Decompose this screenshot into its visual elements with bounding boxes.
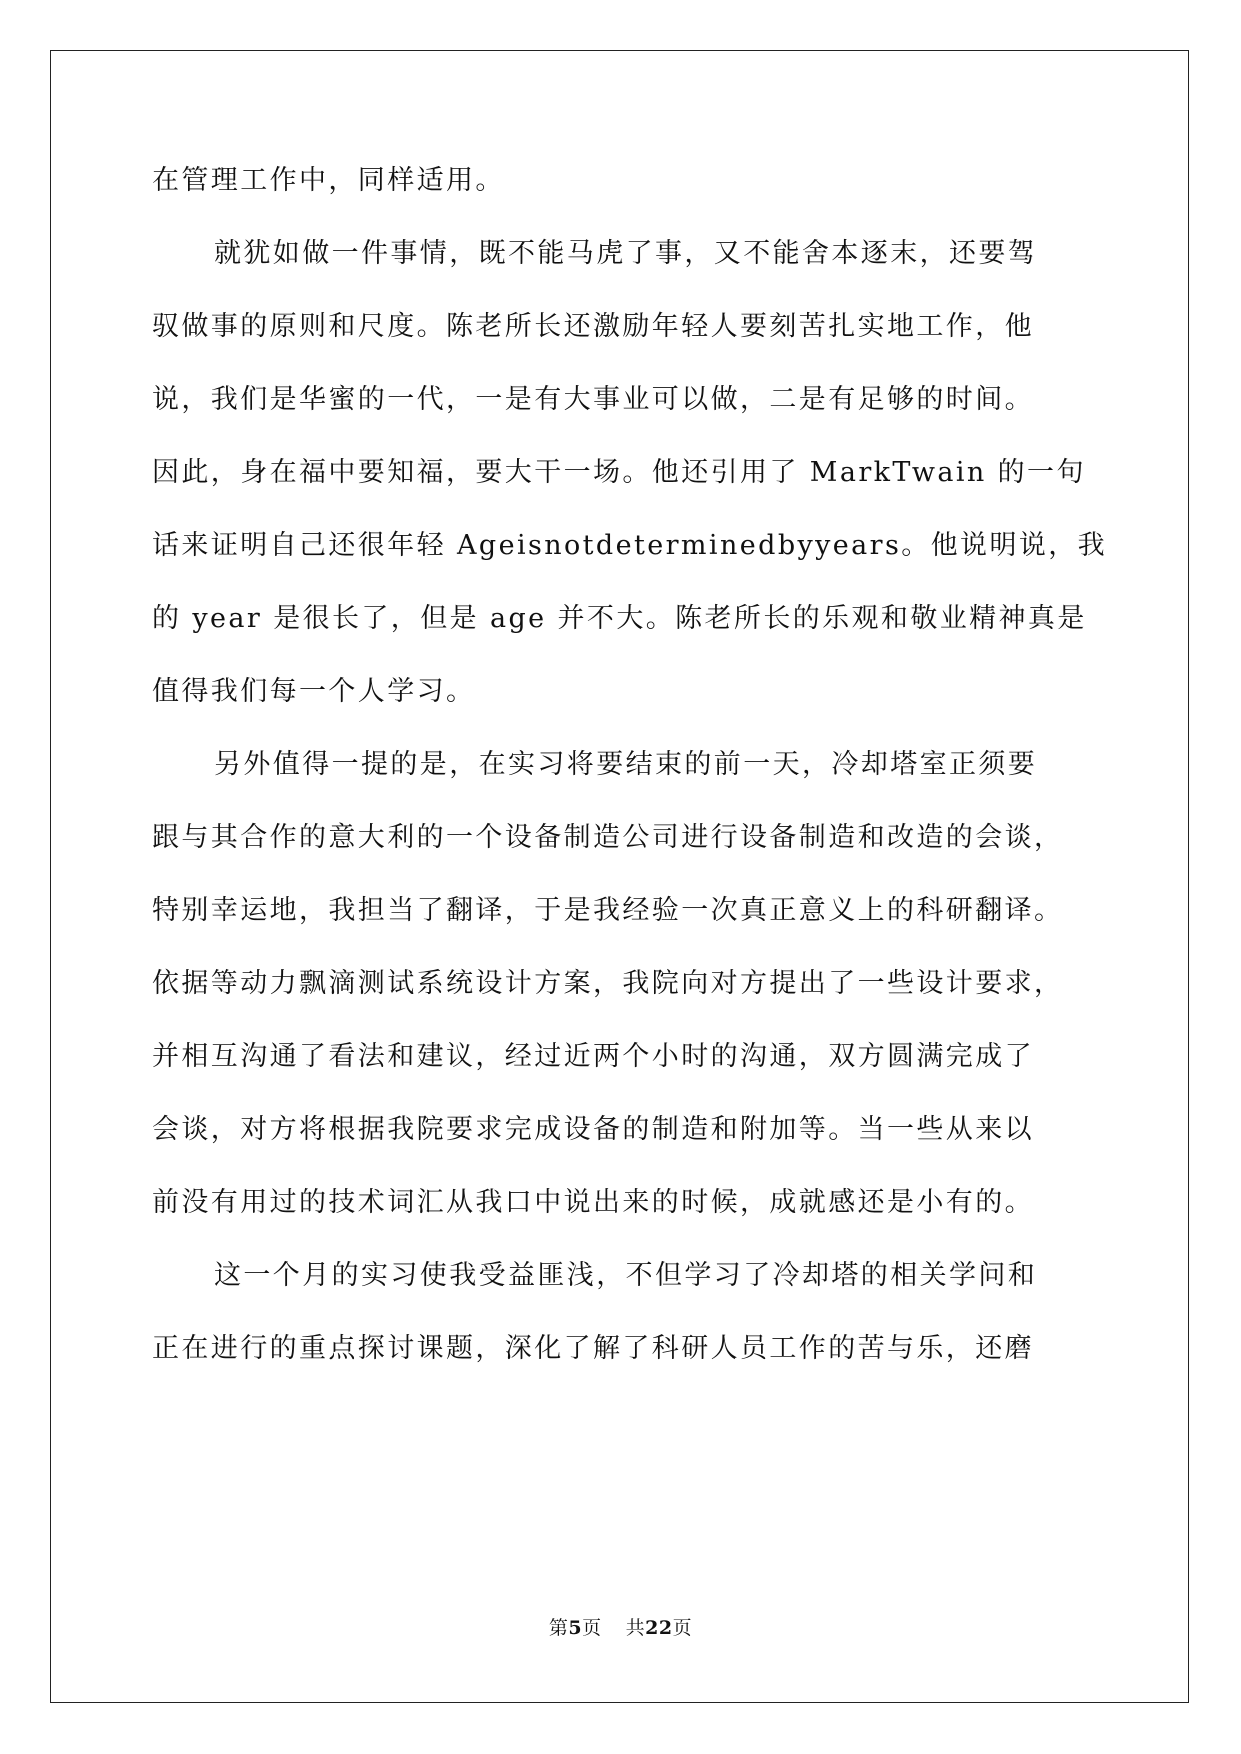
text-line-5: 因此，身在福中要知福，要大干一场。他还引用了 MarkTwain 的一句 bbox=[152, 457, 1086, 488]
text-line-14: 会谈，对方将根据我院要求完成设备的制造和附加等。当一些从来以 bbox=[152, 1114, 1034, 1145]
text-line-1: 在管理工作中，同样适用。 bbox=[152, 165, 505, 196]
page-footer bbox=[0, 1613, 1241, 1640]
footer-page-prefix: 第 bbox=[548, 1617, 569, 1639]
text-line-3: 驭做事的原则和尺度。陈老所长还激励年轻人要刻苦扎实地工作，他 bbox=[152, 311, 1034, 342]
text-line-8: 值得我们每一个人学习。 bbox=[152, 676, 476, 707]
text-line-7: 的 year 是很长了，但是 age 并不大。陈老所长的乐观和敬业精神真是 bbox=[152, 603, 1087, 634]
text-line-13: 并相互沟通了看法和建议，经过近两个小时的沟通，双方圆满完成了 bbox=[152, 1041, 1034, 1072]
text-line-15: 前没有用过的技术词汇从我口中说出来的时候，成就感还是小有的。 bbox=[152, 1187, 1034, 1218]
text-line-4: 说，我们是华蜜的一代，一是有大事业可以做，二是有足够的时间。 bbox=[152, 384, 1034, 415]
page-frame bbox=[50, 50, 1189, 1703]
text-line-9: 另外值得一提的是，在实习将要结束的前一天，冷却塔室正须要 bbox=[214, 749, 1038, 780]
footer-total-prefix: 共 bbox=[625, 1617, 646, 1639]
footer-page-suffix: 页 bbox=[582, 1617, 602, 1639]
text-line-17: 正在进行的重点探讨课题，深化了解了科研人员工作的苦与乐，还磨 bbox=[152, 1333, 1034, 1364]
text-line-11: 特别幸运地，我担当了翻译，于是我经验一次真正意义上的科研翻译。 bbox=[152, 895, 1064, 926]
footer-total-suffix: 页 bbox=[672, 1617, 693, 1639]
text-line-12: 依据等动力飘滴测试系统设计方案，我院向对方提出了一些设计要求， bbox=[152, 968, 1064, 999]
text-line-6: 话来证明自己还很年轻 Ageisnotdeterminedbyyears。他说明说，我 bbox=[152, 530, 1108, 561]
footer-page-number: 5 bbox=[568, 1617, 583, 1639]
text-line-16: 这一个月的实习使我受益匪浅，不但学习了冷却塔的相关学问和 bbox=[214, 1260, 1038, 1291]
text-line-10: 跟与其合作的意大利的一个设备制造公司进行设备制造和改造的会谈， bbox=[152, 822, 1064, 853]
text-line-2: 就犹如做一件事情，既不能马虎了事，又不能舍本逐末，还要驾 bbox=[214, 238, 1038, 269]
footer-total-pages: 22 bbox=[645, 1617, 673, 1639]
